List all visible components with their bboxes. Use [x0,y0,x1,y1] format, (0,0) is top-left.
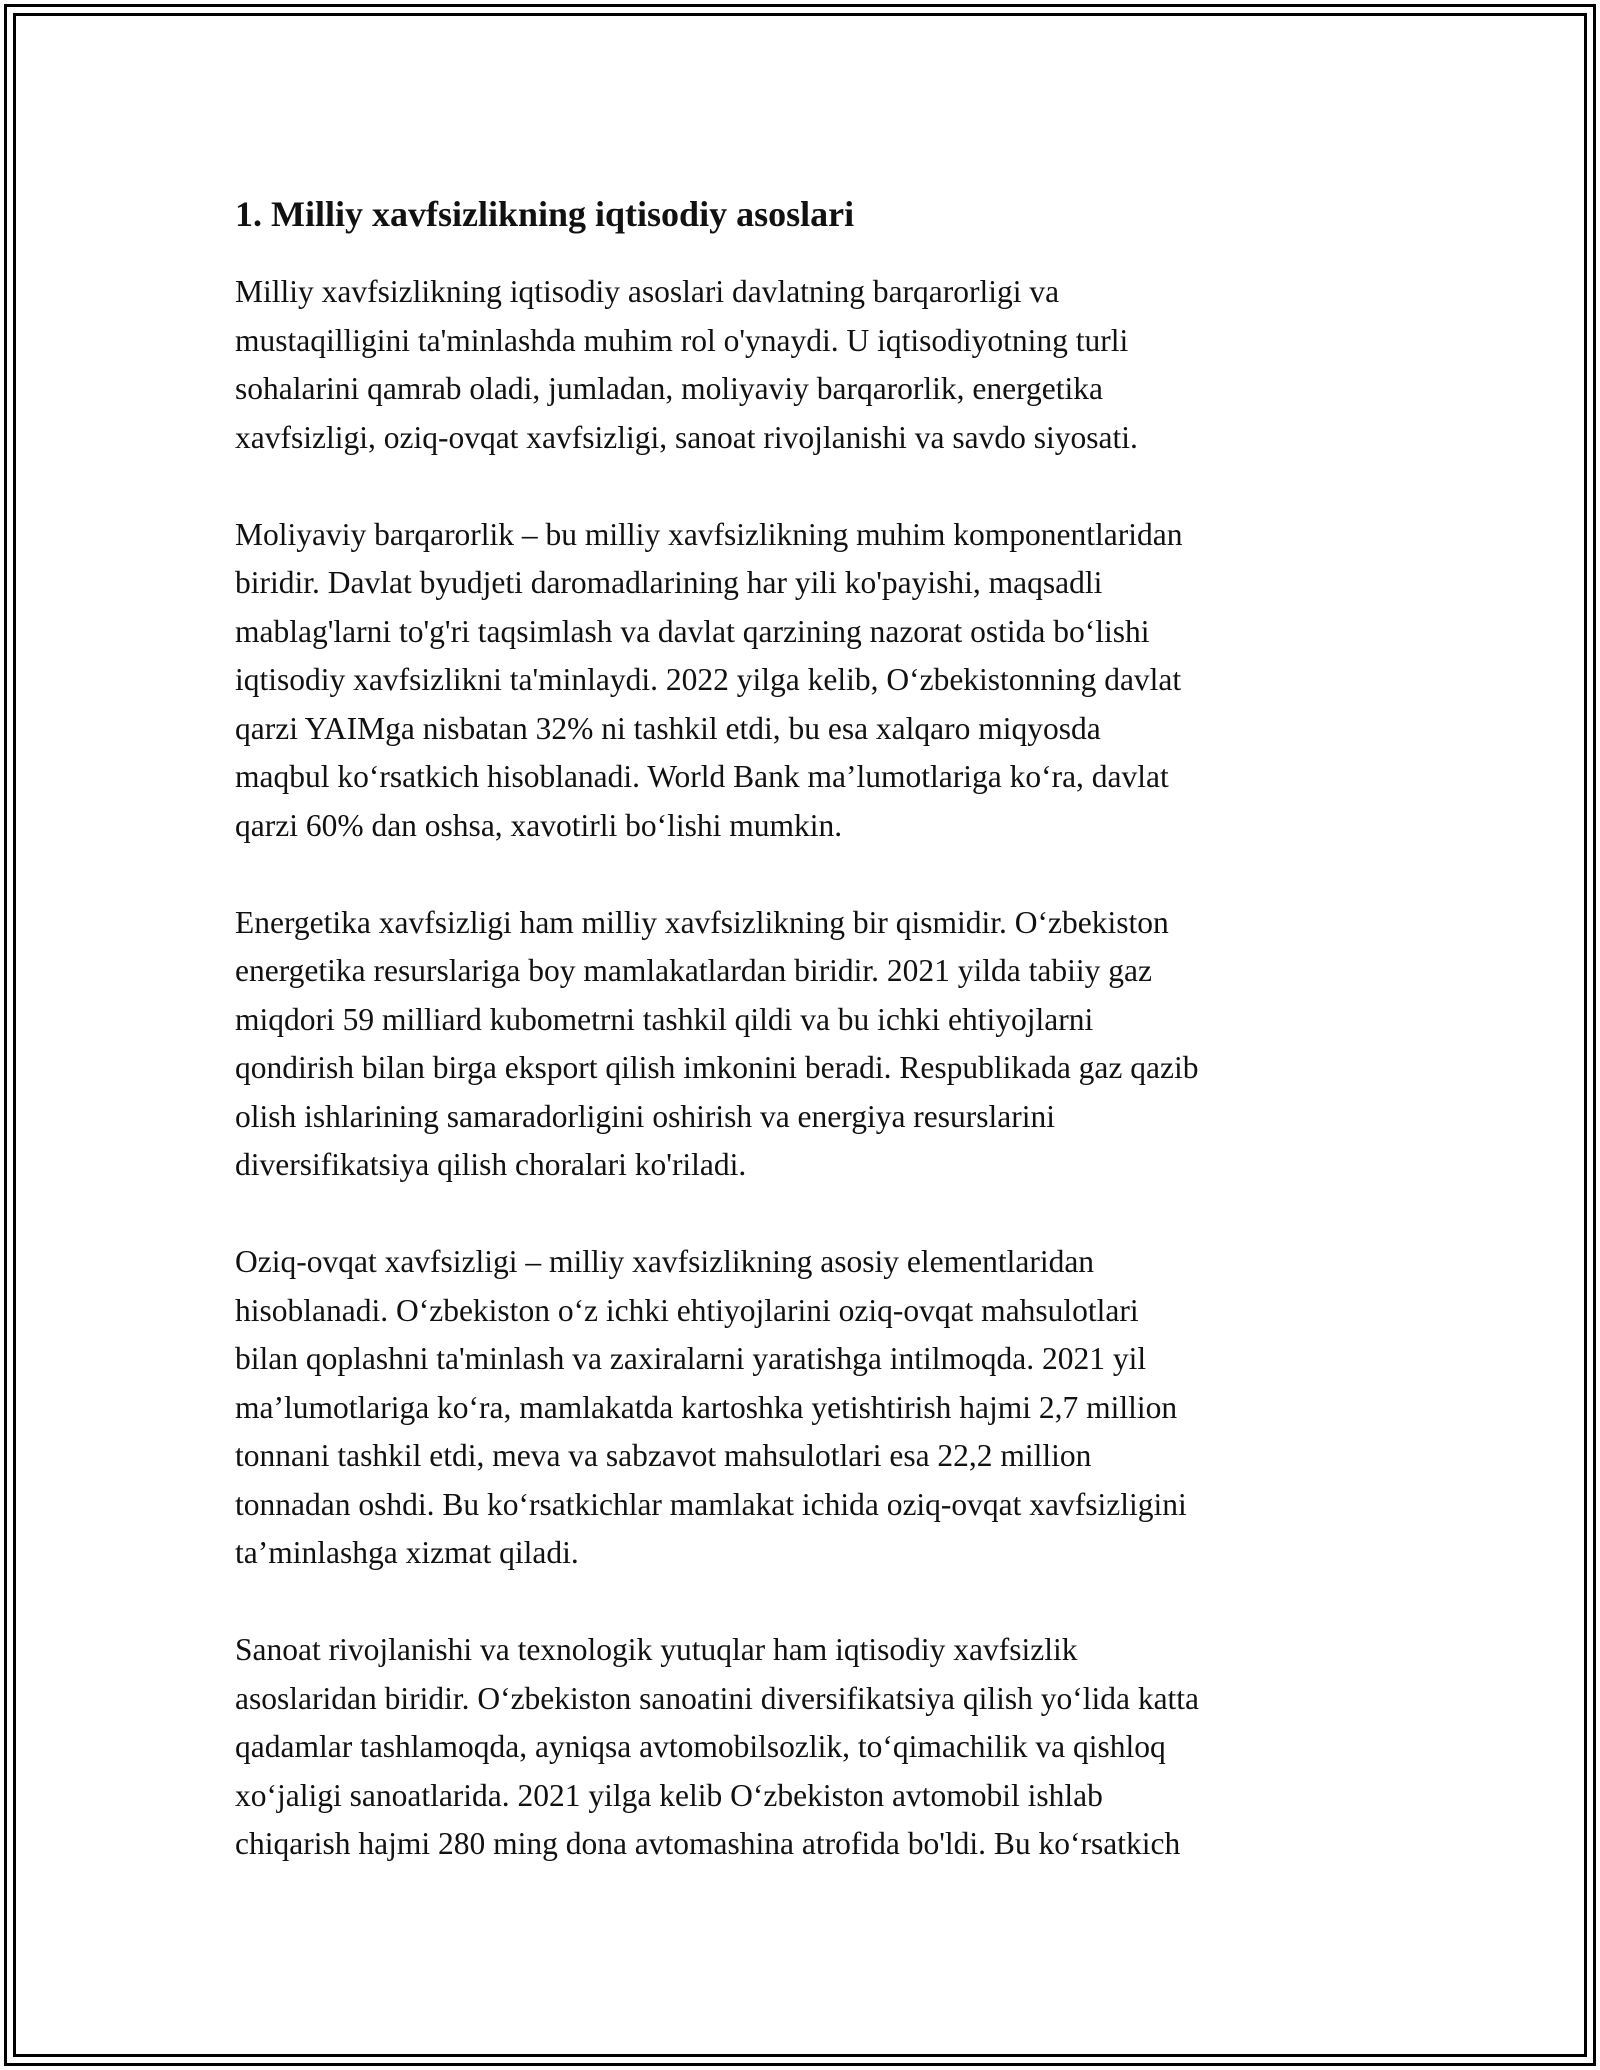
paragraph-intro: Milliy xavfsizlikning iqtisodiy asoslari davlatning barqarorligi va mustaqilligini ta'minlashda muhim rol o'ynaydi. U iqtisodiyotning turli sohalarini qamrab oladi, jumladan, moliyaviy barqarorlik, energetika xavfsizligi, oziq-ovqat xavfsizligi, sanoat rivojlanishi va savdo siyosati. [235,274,1138,455]
paragraph-industrial-development: Sanoat rivojlanishi va texnologik yutuqlar ham iqtisodiy xavfsizlik asoslaridan biridir. O‘zbekiston sanoatini diversifikatsiya qilish yo‘lida katta qadamlar tashlamoqda, ayniqsa avtomobilsozlik, to‘qimachilik va qishloq xo‘jaligi sanoatlarida. 2021 yilga kelib O‘zbekiston avtomobil ishlab chiqarish hajmi 280 ming dona avtomashina atrofida bo'ldi. Bu ko‘rsatkich [235,1632,1200,1861]
document-body [235,186,1385,1869]
paragraph-financial-stability: Moliyaviy barqarorlik – bu milliy xavfsizlikning muhim komponentlaridan biridir. Davlat byudjeti daromadlarining har yili ko'payishi, maqsadli mablag'larni to'g'ri taqsimlash va davlat qarzining nazorat ostida bo‘lishi iqtisodiy xavfsizlikni ta'minlaydi. 2022 yilga kelib, O‘zbekistonning davlat qarzi YAIMga nisbatan 32% ni tashkil etdi, bu esa xalqaro miqyosda maqbul ko‘rsatkich hisoblanadi. World Bank ma’lumotlariga ko‘ra, davlat qarzi 60% dan oshsa, xavotirli bo‘lishi mumkin. [235,516,1183,843]
paragraph-food-security: Oziq-ovqat xavfsizligi – milliy xavfsizlikning asosiy elementlaridan hisoblanadi. O‘zbekiston o‘z ichki ehtiyojlarini oziq-ovqat mahsulotlari bilan qoplashni ta'minlash va zaxiralarni yaratishga intilmoqda. 2021 yil ma’lumotlariga ko‘ra, mamlakatda kartoshka yetishtirish hajmi 2,7 million tonnani tashkil etdi, meva va sabzavot mahsulotlari esa 22,2 million tonnadan oshdi. Bu ko‘rsatkichlar mamlakat ichida oziq-ovqat xavfsizligini ta’minlashga xizmat qiladi. [235,1244,1187,1570]
paragraph-energy-security: Energetika xavfsizligi ham milliy xavfsizlikning bir qismidir. O‘zbekiston energetika resurslariga boy mamlakatlardan biridir. 2021 yilda tabiiy gaz miqdori 59 milliard kubometrni tashkil qildi va bu ichki ehtiyojlarni qondirish bilan birga eksport qilish imkonini beradi. Respublikada gaz qazib olish ishlarining samaradorligini oshirish va energiya resurslarini diversifikatsiya qilish choralari ko'riladi. [235,904,1199,1182]
section-heading: 1. Milliy xavfsizlikning iqtisodiy asoslari [235,194,855,234]
